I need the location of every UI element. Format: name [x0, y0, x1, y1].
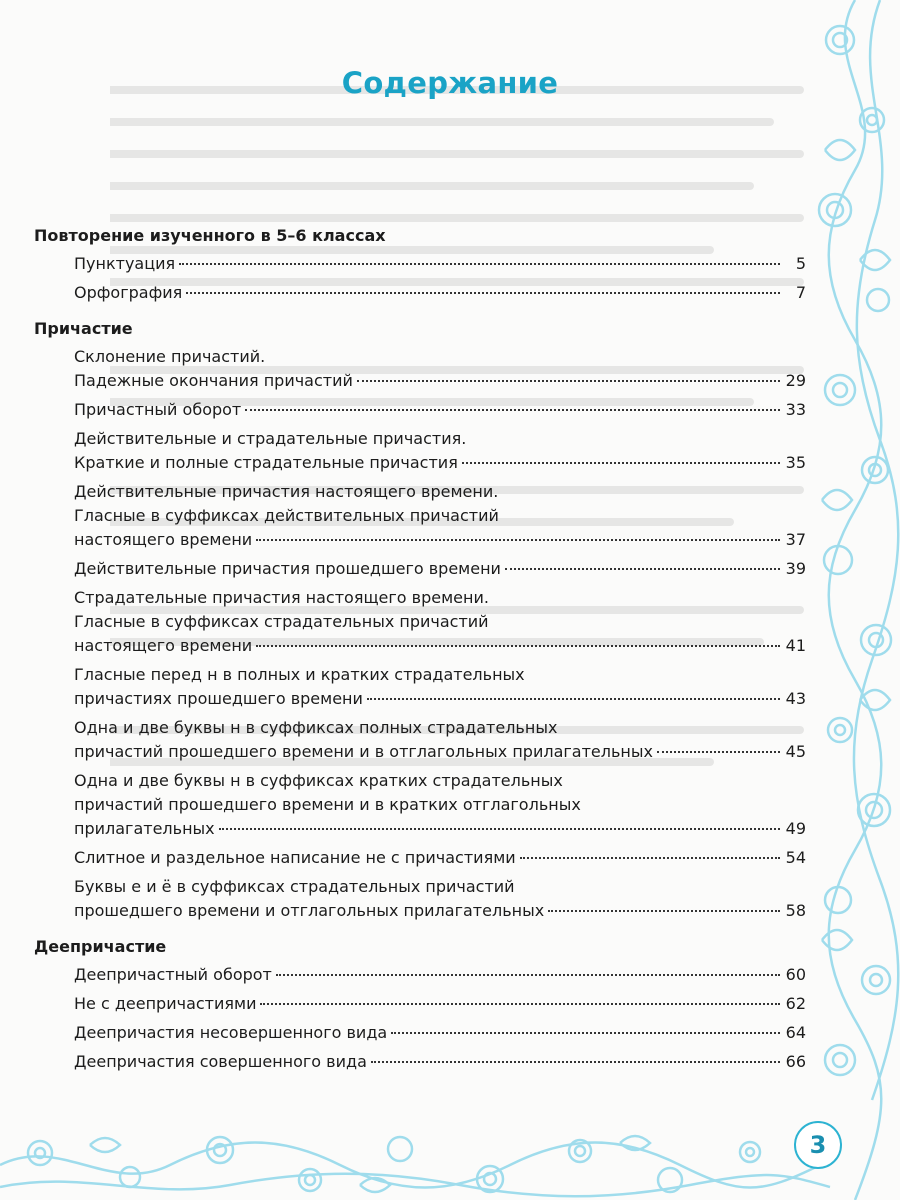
toc-entry[interactable]	[74, 281, 806, 305]
dot-leader	[505, 568, 780, 570]
entry-line: Одна и две буквы н в суффиксах полных страдательных	[74, 718, 558, 737]
toc-entry[interactable]	[74, 963, 806, 987]
entry-line: Пунктуация	[74, 254, 176, 273]
entry-line: Деепричастия совершенного вида	[74, 1052, 367, 1071]
toc-entry[interactable]	[74, 427, 806, 475]
entry-line: настоящего времени	[74, 530, 253, 549]
page-ref: 58	[785, 901, 806, 920]
entry-line: Деепричастия несовершенного вида	[74, 1023, 388, 1042]
floral-border-bottom	[0, 1125, 900, 1200]
dot-leader	[462, 462, 780, 464]
page-ref: 35	[785, 453, 806, 472]
toc-entry[interactable]	[74, 875, 806, 923]
entry-line: Слитное и раздельное написание не с причастиями	[74, 848, 516, 867]
toc-section-repetition	[34, 226, 806, 305]
page-ref: 33	[785, 400, 806, 419]
dot-leader	[245, 409, 780, 411]
toc-entry[interactable]	[74, 480, 806, 552]
entry-line: Не с деепричастиями	[74, 994, 257, 1013]
toc-entry[interactable]	[74, 716, 806, 764]
toc-section-participle	[34, 319, 806, 923]
section-heading: Причастие	[34, 319, 133, 338]
page-ref: 62	[785, 994, 806, 1013]
entry-line: Деепричастный оборот	[74, 965, 272, 984]
entry-line: причастий прошедшего времени и в отглагольных прилагательных	[74, 742, 653, 761]
toc-section-adverbial-participle	[34, 937, 806, 1074]
page-ref: 37	[785, 530, 806, 549]
dot-leader	[256, 539, 780, 541]
toc-entry[interactable]	[74, 846, 806, 870]
table-of-contents	[34, 226, 806, 1079]
entry-line: Гласные перед н в полных и кратких страдательных	[74, 665, 525, 684]
toc-entry[interactable]	[74, 992, 806, 1016]
page-ref: 64	[785, 1023, 806, 1042]
entry-line: Краткие и полные страдательные причастия	[74, 453, 458, 472]
dot-leader	[260, 1003, 780, 1005]
page-number-badge: 3	[794, 1121, 842, 1169]
entry-line: причастий прошедшего времени и в кратких отглагольных	[74, 795, 581, 814]
page-ref: 49	[785, 819, 806, 838]
entry-line: Буквы е и ё в суффиксах страдательных причастий	[74, 877, 515, 896]
dot-leader	[371, 1061, 780, 1063]
entry-line: причастиях прошедшего времени	[74, 689, 363, 708]
entry-line: Страдательные причастия настоящего времени.	[74, 588, 489, 607]
entry-line: Одна и две буквы н в суффиксах кратких страдательных	[74, 771, 563, 790]
page-ref: 45	[785, 742, 806, 761]
toc-entry[interactable]	[74, 769, 806, 841]
page-ref: 60	[785, 965, 806, 984]
toc-entry[interactable]	[74, 345, 806, 393]
entry-line: Действительные причастия настоящего времени.	[74, 482, 499, 501]
dot-leader	[256, 645, 780, 647]
entry-line: Гласные в суффиксах действительных причастий	[74, 506, 499, 525]
toc-entry[interactable]	[74, 1021, 806, 1045]
toc-entry[interactable]	[74, 252, 806, 276]
page-ref: 54	[785, 848, 806, 867]
toc-entry[interactable]	[74, 1050, 806, 1074]
page-ref: 43	[785, 689, 806, 708]
page-title: Содержание	[341, 66, 559, 100]
page-ref: 41	[785, 636, 806, 655]
dot-leader	[186, 292, 780, 294]
page-ref: 5	[795, 254, 806, 273]
toc-entry[interactable]	[74, 557, 806, 581]
toc-entry[interactable]	[74, 663, 806, 711]
dot-leader	[357, 380, 780, 382]
toc-entry[interactable]	[74, 586, 806, 658]
page-ref: 66	[785, 1052, 806, 1071]
entry-line: Действительные причастия прошедшего времени	[74, 559, 501, 578]
dot-leader	[391, 1032, 780, 1034]
dot-leader	[548, 910, 780, 912]
page-ref: 39	[785, 559, 806, 578]
dot-leader	[179, 263, 780, 265]
page-ref: 7	[795, 283, 806, 302]
dot-leader	[219, 828, 780, 830]
section-heading: Повторение изученного в 5–6 классах	[34, 226, 386, 245]
entry-line: прошедшего времени и отглагольных прилагательных	[74, 901, 545, 920]
entry-line: настоящего времени	[74, 636, 253, 655]
floral-border-right	[810, 0, 900, 1200]
entry-line: Действительные и страдательные причастия.	[74, 429, 467, 448]
entry-line: Орфография	[74, 283, 183, 302]
section-heading: Деепричастие	[34, 937, 167, 956]
page-ref: 29	[785, 371, 806, 390]
entry-line: Склонение причастий.	[74, 347, 266, 366]
dot-leader	[520, 857, 780, 859]
dot-leader	[276, 974, 780, 976]
dot-leader	[657, 751, 780, 753]
entry-line: Падежные окончания причастий	[74, 371, 353, 390]
entry-line: Причастный оборот	[74, 400, 242, 419]
entry-line: Гласные в суффиксах страдательных причастий	[74, 612, 489, 631]
toc-entry[interactable]	[74, 398, 806, 422]
entry-line: прилагательных	[74, 819, 215, 838]
dot-leader	[367, 698, 780, 700]
